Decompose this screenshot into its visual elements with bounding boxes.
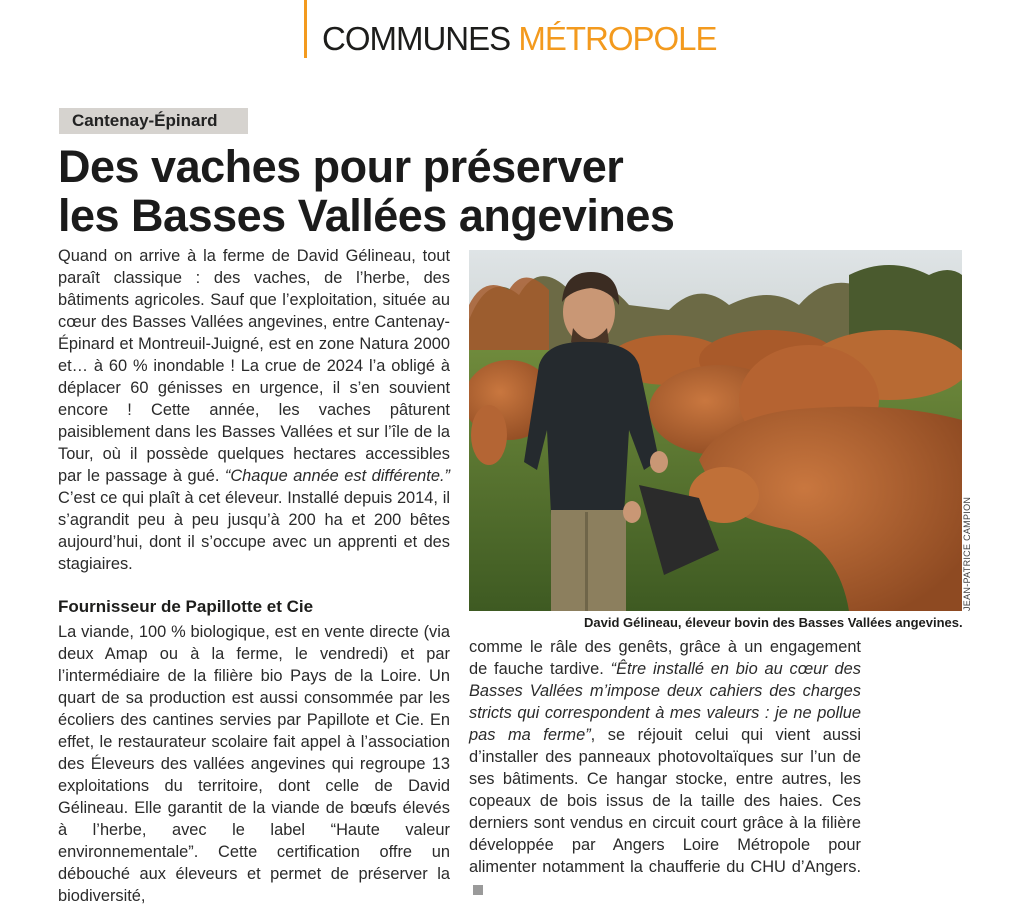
biodiversity-end: , se réjouit celui qui vient aussi d’installer des panneaux photovoltaïques sur l’un de ses bâtiments. Ce hangar stocke, entre autres, les copeaux de bois issus de la taille des haies. Ces derniers sont vendus en circuit court grâce à la filière développée par Angers Loire Métropole pour alimenter notamment la chaufferie du CHU d’Angers.	[469, 726, 861, 876]
paragraph-supplier: La viande, 100 % biologique, est en vente directe (via deux Amap ou à la ferme, le vendredi) et par l’intermédiaire de la filière bio Pays de la Loire. Un quart de sa production est aussi consommée par les écoliers des cantines servies par Papillote et Cie. En effet, le restaurateur scolaire fait appel à l’association des Éleveurs des vallées angevines qui regroupe 13 exploitations du territoire, dont celle de David Gélineau. Elle garantit de la viande de bœufs élevés à l’herbe, avec le label “Haute valeur environnementale”. Cette certification offre un débouché aux éleveurs et permet de préserver la biodiversité,	[58, 623, 450, 905]
headline	[58, 142, 838, 240]
article-photo	[469, 250, 962, 611]
headline-line-1: Des vaches pour préserver	[58, 141, 624, 192]
intro-end: C’est ce qui plaît à cet éleveur. Installé depuis 2014, il s’agrandit peu à peu jusqu’à 200 ha et 200 bêtes aujourd’hui, dont il s’occupe avec un apprenti et des stagiaires.	[58, 489, 450, 573]
paragraph-intro	[58, 245, 450, 575]
biodiversity-quote: “Être installé en bio au cœur des Basses Vallées m’impose deux cahiers des charges stricts qui correspondent à mes valeurs : je ne pollue pas ma ferme”	[469, 660, 861, 744]
intro-text: Quand on arrive à la ferme de David Gélineau, tout paraît classique : des vaches, de l’herbe, des bâtiments agricoles. Sauf que l’exploitation, située au cœur des Basses Vallées angevines, entre Cantenay-Épinard et Montreuil-Juigné, est en zone Natura 2000 et… à 60 % inondable ! La crue de 2024 l’a obligé à déplacer 60 génisses en urgence, il s’en souvient encore ! Cette année, les vaches pâturent paisiblement dans les Basses Vallées et sur l’île de la Tour, où il possède quelques hectares accessibles par le passage à gué.	[58, 247, 450, 485]
section-header	[322, 22, 717, 55]
photo-caption: David Gélineau, éleveur bovin des Basses Vallées angevines.	[584, 615, 963, 630]
subheading: Fournisseur de Papillotte et Cie	[58, 597, 314, 616]
kicker-tag: Cantenay-Épinard	[59, 108, 248, 134]
headline-line-2: les Basses Vallées angevines	[58, 190, 675, 241]
end-of-article-mark	[473, 885, 483, 895]
header-rule	[304, 0, 307, 58]
section-accent: MÉTROPOLE	[518, 20, 717, 57]
intro-quote: “Chaque année est différente.”	[224, 467, 450, 485]
paragraph-biodiversity	[469, 636, 861, 900]
farmer-with-cows-image	[469, 250, 962, 611]
biodiversity-start: comme le râle des genêts, grâce à un engagement de fauche tardive.	[469, 638, 861, 678]
section-name: COMMUNES	[322, 20, 511, 57]
photo-credit: JEAN-PATRICE CAMPION	[962, 496, 972, 611]
